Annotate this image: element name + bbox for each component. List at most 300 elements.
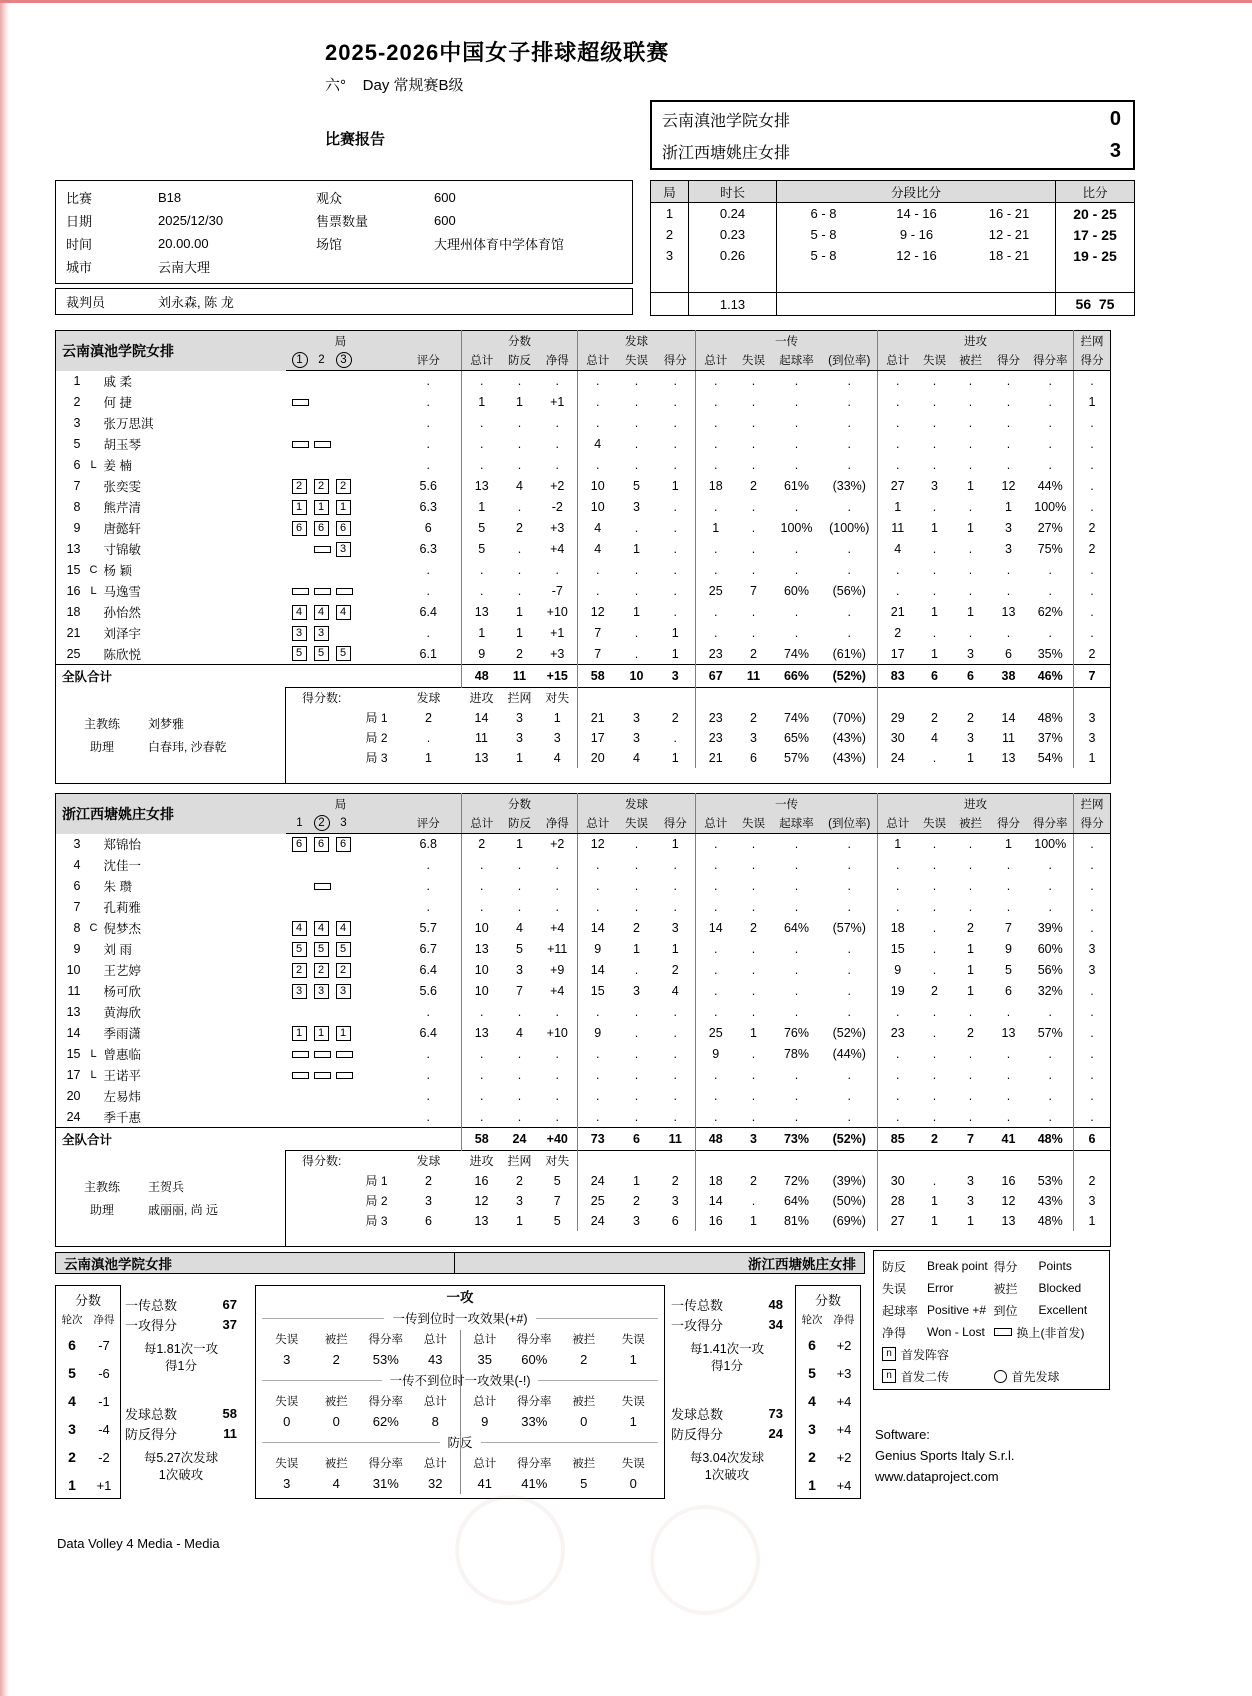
stat-value: 1: [967, 984, 974, 998]
section-value: 31%: [372, 1476, 399, 1491]
breakdown-stat-value: 54%: [1037, 750, 1063, 765]
summary-stat-label: 防反得分: [125, 1426, 178, 1442]
substitute-mark: [314, 546, 331, 553]
stat-value: .: [1074, 1107, 1111, 1128]
breakdown-stat-value: 2: [750, 1173, 757, 1188]
assistant-label: 助理: [89, 740, 114, 755]
stat-value: +10: [546, 1026, 568, 1040]
first-attack-title: 一攻: [446, 1290, 474, 1305]
stat-value: .: [555, 416, 559, 430]
info-label: 城市: [66, 260, 93, 275]
stat-value: .: [696, 539, 736, 560]
player-name: 朱 瓒: [103, 880, 132, 894]
stat-value: .: [634, 395, 639, 409]
empty-mark: [336, 465, 351, 466]
rule-line: [538, 1380, 658, 1381]
stat-value: 60%: [783, 584, 810, 598]
stat-value: .: [462, 1002, 502, 1023]
stat-col-header: 得分: [990, 814, 1028, 834]
legend-item: [994, 1366, 1106, 1386]
stat-value: 21: [878, 602, 918, 623]
player-number: 9: [73, 521, 81, 535]
stat-value: .: [555, 1089, 559, 1103]
player-set-marks: [286, 413, 396, 434]
stat-value: .: [1006, 458, 1011, 472]
stat-value: .: [847, 563, 851, 577]
stat-value: .: [968, 458, 973, 472]
section-value: 0: [283, 1414, 291, 1429]
team-total-value: 6: [1074, 1128, 1111, 1151]
stat-value: .: [555, 563, 559, 577]
stat-col-header: 防反: [502, 814, 538, 834]
stat-value: (100%): [829, 521, 870, 535]
stat-value: .: [673, 605, 677, 619]
col-header: 失误: [275, 1395, 299, 1408]
breakdown-col-header: 对失: [538, 1151, 578, 1171]
player-row: [56, 581, 1111, 602]
team-total-value: (52%): [822, 1128, 878, 1151]
stat-col-header: 得分率: [1028, 814, 1074, 834]
stat-value: .: [517, 1109, 522, 1124]
stat-value: .: [794, 1005, 799, 1019]
rotation-net-score: +4: [836, 1421, 852, 1437]
stat-value: 1: [878, 834, 918, 855]
player-row: [56, 497, 1111, 518]
breakdown-header-row: [56, 1151, 1111, 1171]
stat-value: .: [794, 942, 799, 956]
breakdown-point-value: 4: [553, 750, 561, 765]
set-score: 19 - 25: [1073, 247, 1117, 264]
stat-value: .: [426, 1068, 430, 1082]
stat-value: 1: [516, 605, 523, 619]
player-row: [56, 855, 1111, 876]
stat-value: .: [696, 1086, 736, 1107]
stat-value: 5: [516, 942, 523, 956]
stat-value: .: [751, 1005, 756, 1019]
summary-stat-label: 发球总数: [671, 1406, 724, 1422]
col-header: 被拦: [572, 1395, 596, 1408]
rotation-row: [796, 1387, 860, 1415]
stat-value: 13: [462, 939, 502, 960]
player-set-marks: [286, 581, 396, 602]
stat-value: .: [673, 1109, 677, 1124]
stat-value: .: [696, 623, 736, 644]
stat-group-header: 发球: [578, 331, 696, 351]
stat-value: .: [696, 455, 736, 476]
rotation-net-score: +2: [836, 1449, 852, 1465]
legend-term: 到位: [993, 1303, 1018, 1318]
breakdown-point-value: 7: [553, 1193, 561, 1208]
stat-value: .: [751, 879, 756, 893]
breakdown-stat-value: 1: [633, 1173, 640, 1188]
breakdown-header-row: [56, 688, 1111, 708]
stat-value: .: [751, 374, 756, 389]
breakdown-point-value: 5: [553, 1213, 561, 1228]
summary-stat-line: [125, 1294, 237, 1314]
legend-description: Excellent: [1038, 1303, 1088, 1317]
stat-value: .: [673, 1026, 677, 1040]
stat-value: 2: [750, 646, 757, 661]
stat-col-header: 失误: [736, 814, 772, 834]
player-role: [86, 476, 102, 497]
stat-value: 15: [578, 981, 618, 1002]
stat-value: 6: [424, 521, 432, 535]
stat-value: 10: [462, 918, 502, 939]
stat-value: .: [878, 392, 918, 413]
stat-value: .: [462, 1086, 502, 1107]
stat-col-header: 净得: [538, 814, 578, 834]
info-value: 600: [434, 190, 456, 205]
stat-value: .: [932, 437, 937, 451]
player-role: [86, 1023, 102, 1044]
section-header-text: 一传不到位时一攻效果(-!): [389, 1374, 531, 1388]
breakdown-label: 得分数:: [286, 1151, 396, 1171]
stat-value: .: [1074, 897, 1111, 918]
stat-value: .: [555, 437, 559, 451]
team-score: 0: [1109, 107, 1121, 130]
stat-value: .: [968, 542, 973, 556]
stat-value: 1: [1005, 837, 1012, 852]
stat-value: .: [517, 500, 522, 514]
breakdown-stat-value: 3: [750, 730, 757, 745]
stat-value: .: [578, 855, 618, 876]
stat-value: .: [462, 371, 502, 392]
team1-summary-stats: [125, 1294, 237, 1484]
team-total-value: 38: [990, 665, 1028, 688]
scoreboard: [650, 100, 1135, 170]
substitute-mark: [292, 399, 309, 406]
summary-stat-value: 48: [768, 1296, 783, 1312]
stat-value: .: [968, 1047, 973, 1061]
stat-value: .: [751, 626, 756, 640]
legend-description: 首发阵容: [901, 1347, 950, 1362]
stat-value: .: [462, 855, 502, 876]
team-total-value: 7: [952, 1128, 990, 1151]
stat-value: .: [1006, 563, 1011, 577]
stat-value: 11: [878, 518, 918, 539]
stat-value: .: [1074, 602, 1111, 623]
player-set-marks: [286, 539, 396, 560]
stat-value: .: [878, 371, 918, 392]
empty-mark: [292, 381, 307, 382]
stat-value: 13: [462, 476, 502, 497]
empty-mark: [336, 886, 351, 887]
empty-mark: [314, 1012, 329, 1013]
info-value: 大理州体育中学体育馆: [434, 237, 565, 252]
assistant-label: 助理: [89, 1203, 114, 1218]
stat-value: .: [555, 1068, 559, 1082]
player-name: 戚 柔: [103, 375, 132, 389]
player-name: 左易炜: [103, 1090, 142, 1104]
stat-value: .: [751, 1068, 756, 1082]
player-set-marks: [286, 518, 396, 539]
software-site: www.dataproject.com: [875, 1469, 999, 1484]
stat-value: 5.6: [419, 984, 437, 998]
stat-value: .: [426, 563, 430, 577]
player-set-marks: [286, 1044, 396, 1065]
rotation-score-header: 分数: [814, 1293, 841, 1308]
rotation-net-score: -7: [98, 1337, 110, 1353]
team-total-value: 11: [502, 665, 538, 688]
col-header: 失误: [275, 1333, 299, 1346]
starting-position-mark: 6: [292, 521, 307, 536]
player-role: [86, 834, 102, 855]
stat-value: .: [1006, 374, 1011, 389]
info-value: 600: [434, 213, 456, 228]
breakdown-point-value: 3: [516, 1193, 523, 1208]
col-header: 总计: [473, 1333, 497, 1346]
stat-value: .: [794, 542, 799, 556]
stat-value: 6.4: [419, 963, 437, 977]
breakdown-stat-value: 1: [931, 1213, 938, 1228]
stat-value: .: [673, 1089, 677, 1103]
starting-position-mark: 1: [292, 500, 307, 515]
starting-position-mark: 1: [314, 500, 329, 515]
player-set-marks: [286, 918, 396, 939]
player-set-marks: [286, 560, 396, 581]
stat-value: 5.7: [419, 921, 437, 935]
breakdown-stat-value: 4: [633, 750, 640, 765]
team-total-value: 48: [696, 1128, 736, 1151]
breakdown-stat-value: 1: [967, 750, 974, 765]
legend-term: 净得: [882, 1325, 907, 1340]
stat-value: .: [1074, 1002, 1111, 1023]
substitute-mark: [292, 1072, 309, 1079]
stat-value: .: [578, 1086, 618, 1107]
stat-value: +1: [550, 626, 565, 640]
starting-position-mark: 3: [292, 984, 307, 999]
stat-col-header: 得分: [656, 814, 696, 834]
legend-item: [882, 1344, 994, 1364]
coach-name: 王贺兵: [148, 1180, 185, 1195]
stat-value: +2: [550, 479, 565, 493]
stat-value: .: [1074, 581, 1111, 602]
legend-description: 换上(非首发): [1016, 1325, 1085, 1340]
rotation-net-score: +2: [836, 1337, 852, 1353]
scan-edge-artifact-top: [0, 0, 1252, 3]
referee-label: 裁判员: [66, 295, 106, 310]
breakdown-point-value: 3: [516, 730, 523, 745]
stat-value: 1: [1074, 392, 1111, 413]
stat-value: .: [426, 374, 430, 389]
player-name: 孙怡然: [103, 606, 142, 620]
team-name: 云南滇池学院女排: [662, 112, 791, 130]
stat-value: .: [517, 416, 522, 430]
section-value: 0: [580, 1414, 588, 1429]
breakdown-stat-value: 1: [931, 1193, 938, 1208]
col-header: 失误: [275, 1457, 299, 1470]
stat-value: .: [517, 858, 522, 872]
stat-value: .: [634, 626, 639, 640]
first-serve-set-number: 2: [314, 815, 330, 831]
team-total-value: 66%: [772, 665, 822, 688]
player-row: [56, 455, 1111, 476]
assistant-line: [56, 735, 285, 758]
breakdown-stat-value: 23: [696, 728, 736, 748]
stat-value: .: [555, 858, 559, 872]
stat-value: 1: [750, 1026, 757, 1040]
starting-position-mark: 5: [314, 942, 329, 957]
stat-value: 1: [633, 942, 640, 956]
stat-value: .: [847, 879, 851, 893]
stat-value: 3: [1005, 521, 1012, 535]
stat-value: 74%: [783, 646, 810, 661]
legend-left-column: [882, 1256, 994, 1386]
coach-label: 主教练: [83, 717, 120, 732]
player-role: L: [90, 585, 97, 597]
stat-value: .: [634, 1109, 639, 1124]
section-value: 53%: [372, 1352, 399, 1367]
stat-value: .: [426, 437, 430, 451]
stat-value: .: [1074, 476, 1111, 497]
breakdown-stat-value: 2: [750, 710, 757, 725]
stat-col-header: 得分: [990, 351, 1028, 371]
stat-value: 2: [516, 521, 523, 535]
stat-value: .: [847, 984, 851, 998]
rotation-number: 5: [68, 1365, 76, 1381]
breakdown-stat-value: 12: [1001, 1193, 1016, 1208]
stat-group-header: 拦网: [1074, 794, 1111, 814]
player-name: 张奕雯: [103, 480, 142, 494]
player-role: [86, 518, 102, 539]
report-label: 比赛报告: [325, 131, 386, 148]
stat-value: .: [932, 879, 937, 893]
player-role: C: [89, 922, 98, 934]
team1-stats-table: [55, 330, 1111, 784]
stat-value: (61%): [832, 646, 866, 661]
player-name: 曾惠临: [103, 1048, 142, 1062]
stat-value: .: [555, 1005, 559, 1019]
first-serve-icon: [994, 1370, 1007, 1383]
player-number: 1: [73, 374, 81, 388]
stat-value: .: [1006, 1109, 1011, 1124]
coach-name: 刘梦雅: [148, 717, 185, 732]
stat-value: .: [932, 1047, 937, 1061]
stat-value: .: [696, 855, 736, 876]
team-totals-row: [56, 1128, 1111, 1151]
stat-value: .: [696, 371, 736, 392]
stat-value: .: [794, 1089, 799, 1103]
stat-value: 35%: [1037, 646, 1063, 661]
stat-col-header: 起球率: [772, 351, 822, 371]
player-number: 8: [73, 500, 81, 514]
stat-value: 1: [931, 646, 938, 661]
stat-value: .: [1048, 395, 1052, 409]
team-total-value: 11: [736, 665, 772, 688]
stat-value: .: [1048, 879, 1052, 893]
empty-mark: [314, 1096, 329, 1097]
player-set-marks: [286, 981, 396, 1002]
team-table-name: 云南滇池学院女排: [56, 331, 286, 371]
stat-value: 13: [462, 602, 502, 623]
section-value: 35: [477, 1352, 492, 1367]
player-row: [56, 981, 1111, 1002]
stat-value: .: [878, 413, 918, 434]
set-result-row: [651, 224, 1134, 245]
team-total-value: 41: [990, 1128, 1028, 1151]
stat-value: +9: [550, 963, 565, 977]
stat-value: 64%: [783, 921, 810, 935]
info-label: 日期: [66, 214, 93, 229]
stat-value: 13: [1001, 605, 1016, 619]
breakdown-point-value: 13: [474, 750, 489, 765]
player-number: 10: [66, 963, 81, 977]
stat-value: 1: [671, 942, 679, 956]
stat-value: .: [968, 416, 973, 430]
summary-header: [55, 1252, 865, 1274]
rotation-net-score: -4: [98, 1421, 110, 1437]
breakdown-stat-value: 13: [1001, 750, 1016, 765]
empty-mark: [292, 886, 307, 887]
player-row: [56, 897, 1111, 918]
starting-position-mark: 2: [314, 479, 329, 494]
info-value: 云南大理: [158, 260, 211, 275]
breakdown-point-value: 3: [425, 1193, 432, 1208]
note-line: 1次破攻: [158, 1468, 204, 1482]
stat-value: .: [968, 1005, 973, 1019]
coach-line: [56, 1175, 285, 1198]
stat-value: .: [968, 879, 973, 893]
section-value: 0: [332, 1414, 340, 1429]
stat-value: (44%): [832, 1047, 866, 1061]
stat-value: .: [751, 858, 756, 872]
stat-value: .: [794, 374, 799, 389]
stat-value: .: [1048, 1068, 1052, 1082]
summary-stat-line: [671, 1423, 783, 1443]
stat-value: .: [932, 900, 937, 914]
stat-value: .: [426, 858, 430, 872]
section-value: 60%: [521, 1352, 548, 1367]
stat-value: .: [878, 1044, 918, 1065]
stat-value: .: [878, 876, 918, 897]
legend-item: [882, 1256, 994, 1276]
summary-stat-label: 一攻得分: [125, 1317, 178, 1333]
legend-term: 得分: [993, 1259, 1018, 1274]
note-line: 每1.81次一攻: [143, 1342, 219, 1356]
stat-value: 3: [1005, 542, 1012, 556]
page-subtitle: 六° Day 常规赛B级: [325, 77, 464, 94]
section-value: 32: [428, 1476, 443, 1491]
set-numbers-header: [286, 351, 396, 371]
stat-value: 23: [696, 644, 736, 665]
stat-value: .: [794, 458, 799, 472]
player-row: [56, 392, 1111, 413]
legend-description: 首先发球: [1011, 1369, 1060, 1384]
stat-value: .: [462, 1107, 502, 1128]
stat-value: .: [517, 879, 522, 893]
breakdown-stat-value: (69%): [832, 1213, 866, 1228]
stat-value: .: [673, 858, 677, 872]
col-set-label: 局: [651, 181, 689, 202]
empty-mark: [314, 465, 329, 466]
player-number: 3: [73, 416, 81, 430]
player-role: [86, 623, 102, 644]
stat-value: .: [696, 1002, 736, 1023]
stat-value: .: [673, 416, 677, 430]
scoreboard-row: [662, 104, 1121, 134]
stat-value: 2: [1074, 539, 1111, 560]
col-header: 得分率: [368, 1457, 403, 1470]
starting-position-mark: 4: [292, 921, 307, 936]
player-name: 唐懿轩: [103, 522, 142, 536]
team-total-value: 73: [578, 1128, 618, 1151]
legend-description: Points: [1038, 1259, 1072, 1273]
info-label: 场馆: [316, 237, 343, 252]
stat-value: 19: [878, 981, 918, 1002]
stat-value: .: [794, 900, 799, 914]
stat-col-header: 得分: [1074, 814, 1111, 834]
stat-value: .: [932, 942, 937, 956]
